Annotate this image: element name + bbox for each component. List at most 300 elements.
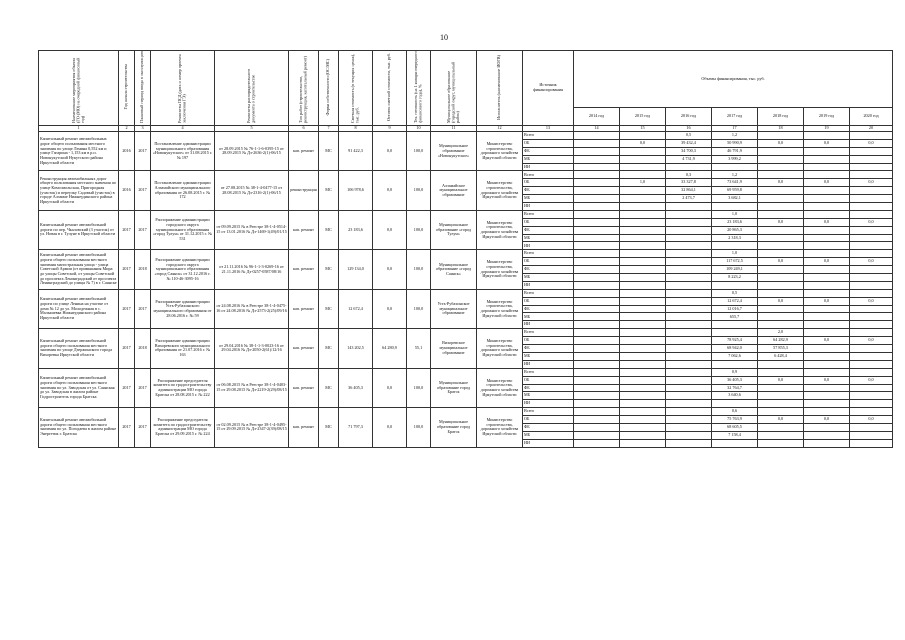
remaining-cost: 0,0 (373, 368, 407, 407)
funding-value (666, 360, 712, 368)
funding-value: 0,5 (666, 132, 712, 140)
funding-value (850, 321, 893, 329)
funding-value: 1,2 (712, 132, 758, 140)
funding-value (620, 400, 666, 408)
year-header: 2020 год (850, 107, 893, 125)
funding-value (666, 352, 712, 360)
column-number: 20 (850, 126, 893, 132)
funding-value: 1,0 (712, 250, 758, 258)
funding-value (574, 171, 620, 179)
table-body (39, 132, 893, 448)
column-number: 3 (135, 126, 151, 132)
funding-value: 0,0 (804, 179, 850, 187)
funding-value (850, 132, 893, 140)
object-name: Капитальный ремонт автомобильной дороги общего пользования местного значения по ул. Погодаева в жилом районе Энергетик г. Братска (39, 408, 119, 447)
funding-value (804, 195, 850, 203)
column-header (119, 51, 135, 126)
financing-table (38, 50, 893, 448)
funding-value: 0,0 (804, 258, 850, 266)
funding-value (574, 431, 620, 439)
funding-value: 0,0 (804, 416, 850, 424)
municipality: Алзамайское муниципальное образование (431, 171, 477, 210)
funding-value (804, 210, 850, 218)
funding-value (620, 147, 666, 155)
funding-value (712, 321, 758, 329)
remaining-cost: 0,0 (373, 250, 407, 289)
funding-source: ИИ (523, 360, 574, 368)
municipality: Вихоревское муниципальное образование (431, 329, 477, 368)
funding-value (574, 392, 620, 400)
column-header-label: Год начала строительства (123, 64, 129, 110)
technical-readiness: 100,0 (407, 132, 431, 171)
funding-value (758, 400, 804, 408)
funding-value: 68 605,5 (712, 423, 758, 431)
funding-value (804, 431, 850, 439)
funding-value (850, 423, 893, 431)
funding-value: 0,0 (804, 337, 850, 345)
funding-value (804, 242, 850, 250)
funding-value: 1,2 (712, 171, 758, 179)
start-year: 2017 (119, 210, 135, 249)
start-year: 2016 (119, 132, 135, 171)
funding-value (850, 289, 893, 297)
funding-value (804, 392, 850, 400)
funding-value (574, 187, 620, 195)
funding-value (758, 234, 804, 242)
funding-value (620, 187, 666, 195)
funding-source: ОБ (523, 179, 574, 187)
funding-value (850, 313, 893, 321)
funding-value (712, 329, 758, 337)
funding-value (850, 234, 893, 242)
funding-value: 0,0 (758, 258, 804, 266)
funding-value (804, 147, 850, 155)
funding-value (574, 179, 620, 187)
commission-period: 2017 (135, 408, 151, 447)
funding-value: 0,0 (620, 139, 666, 147)
order-document: от 29.04.2016 № 38-1-1-3-0023-16 от 29.04.2016 № Дз-2050-2(61)/12/16 (215, 329, 289, 368)
ownership-form: МС (319, 408, 339, 447)
funding-value (574, 250, 620, 258)
funding-value (666, 313, 712, 321)
funding-value (620, 352, 666, 360)
funding-value: 0,0 (804, 376, 850, 384)
funding-value: 32 864,1 (666, 187, 712, 195)
executor: Министерство строительства, дорожного хозяйства Иркутской области (477, 171, 523, 210)
funding-value (620, 368, 666, 376)
funding-value (666, 266, 712, 274)
work-type: кап. ремонт (289, 408, 319, 447)
executor: Министерство строительства, дорожного хозяйства Иркутской области (477, 289, 523, 328)
estimated-cost: 106 978,6 (339, 171, 373, 210)
funding-value: 0,0 (850, 179, 893, 187)
funding-value (574, 155, 620, 163)
funding-source: Всего (523, 329, 574, 337)
funding-value (574, 234, 620, 242)
column-header-label: Остаток сметной стоимости, тыс. руб. (386, 53, 392, 122)
funding-source: МБ (523, 313, 574, 321)
funding-source: ФБ (523, 266, 574, 274)
column-number: 11 (431, 126, 477, 132)
funding-source: Всего (523, 210, 574, 218)
year-header: 2014 год (574, 107, 620, 125)
funding-value (574, 321, 620, 329)
funding-value (758, 439, 804, 447)
estimated-cost: 129 134,0 (339, 250, 373, 289)
funding-value (666, 250, 712, 258)
column-header-source: Источник финансирования (523, 51, 574, 126)
funding-value: 0,0 (804, 297, 850, 305)
funding-source: ИИ (523, 163, 574, 171)
funding-value (620, 155, 666, 163)
work-type: кап. ремонт (289, 289, 319, 328)
funding-value (666, 289, 712, 297)
column-header-label: Тех. готовность (на 1 января очередного финансового года), % (412, 51, 423, 124)
funding-value (712, 281, 758, 289)
funding-value (850, 392, 893, 400)
funding-value: 73 641,9 (712, 179, 758, 187)
funding-value: 32 764,7 (712, 384, 758, 392)
funding-value: 0,0 (758, 218, 804, 226)
funding-value (666, 376, 712, 384)
funding-value (758, 384, 804, 392)
funding-source: Всего (523, 408, 574, 416)
funding-value (804, 400, 850, 408)
start-year: 2017 (119, 408, 135, 447)
funding-value (850, 368, 893, 376)
estimated-cost: 71 797,3 (339, 408, 373, 447)
order-document: от 21.11.2016 № 96-1-1-3-0269-16 от 21.11.2016 № Дз-0257-0587/08/16 (215, 250, 289, 289)
funding-value (850, 305, 893, 313)
funding-value (850, 203, 893, 211)
funding-value (574, 400, 620, 408)
start-year: 2017 (119, 368, 135, 407)
column-header (407, 51, 431, 126)
funding-value (574, 226, 620, 234)
start-year: 2017 (119, 250, 135, 289)
column-number: 14 (574, 126, 620, 132)
funding-value (850, 210, 893, 218)
funding-value: 2 473,7 (666, 195, 712, 203)
object-name: Капитальный ремонт автомобильной дороги общего пользования местного значения по ул. Заводская от ул. Саянская до ул. Заводская в жилом районе Гидростроитель города Братска (39, 368, 119, 407)
ownership-form: МС (319, 210, 339, 249)
funding-value: 23 183,6 (712, 218, 758, 226)
funding-value (758, 392, 804, 400)
funding-source: ФБ (523, 305, 574, 313)
object-name: Реконструкция автомобильных дорог общего пользования местного значения по улице Комсомольская, Пригородная (участок) и переулку Садовый (участок) в городе Алзамае Нижнеудинского района Иркутской области (39, 171, 119, 210)
funding-value (712, 242, 758, 250)
funding-value (804, 360, 850, 368)
funding-source: ОБ (523, 218, 574, 226)
funding-value (620, 297, 666, 305)
column-header (135, 51, 151, 126)
funding-value: 109 249,1 (712, 266, 758, 274)
funding-value (574, 416, 620, 424)
funding-value (758, 250, 804, 258)
start-year: 2016 (119, 171, 135, 210)
funding-value (666, 242, 712, 250)
funding-source: ИИ (523, 203, 574, 211)
funding-value (666, 163, 712, 171)
funding-value: 2,0 (758, 329, 804, 337)
funding-value (620, 281, 666, 289)
funding-source: ФБ (523, 345, 574, 353)
funding-value (620, 345, 666, 353)
column-header (215, 51, 289, 126)
funding-value (666, 281, 712, 289)
funding-value (574, 147, 620, 155)
funding-value (574, 266, 620, 274)
funding-source: ИИ (523, 439, 574, 447)
executor: Министерство строительства, дорожного хозяйства Иркутской области (477, 250, 523, 289)
funding-source: ФБ (523, 226, 574, 234)
column-number: 2 (119, 126, 135, 132)
psd-details: Распоряжение администрации городского округа муниципального образования «город Саянск» от 31.12.2016 г. № 110-46-3095-16 (151, 250, 215, 289)
work-type: кап. ремонт (289, 368, 319, 407)
funding-value (712, 400, 758, 408)
ownership-form: МС (319, 171, 339, 210)
funding-value: 8 223,2 (712, 274, 758, 282)
funding-value (620, 203, 666, 211)
funding-value (574, 352, 620, 360)
funding-value (620, 416, 666, 424)
column-header (431, 51, 477, 126)
funding-value (850, 155, 893, 163)
executor: Министерство строительства, дорожного хозяйства Иркутской области (477, 408, 523, 447)
funding-value: 0,0 (850, 376, 893, 384)
object-name: Капитальный ремонт автомобильной дороги общего пользования местного значения магистральная улица - улица Советской Армии (от примыкания Мира до улицы Советской, от улицы Советской до проспекта Ленинградский от проспекта Ленинградский до улицы № 7) в г. Саянске (39, 250, 119, 289)
funding-value (850, 147, 893, 155)
funding-value (758, 423, 804, 431)
funding-value: 0,3 (666, 171, 712, 179)
funding-value: 0,5 (712, 289, 758, 297)
funding-value: 0,0 (758, 416, 804, 424)
technical-readiness: 55,1 (407, 329, 431, 368)
municipality: Муниципальное образование «Новонукутское» (431, 132, 477, 171)
funding-value (574, 281, 620, 289)
executor: Министерство строительства, дорожного хозяйства Иркутской области (477, 132, 523, 171)
funding-source: ФБ (523, 187, 574, 195)
funding-value (620, 408, 666, 416)
remaining-cost: 0,0 (373, 171, 407, 210)
funding-value: 0,0 (850, 139, 893, 147)
commission-period: 2017 (135, 368, 151, 407)
funding-value (666, 297, 712, 305)
funding-value (758, 163, 804, 171)
funding-value (758, 305, 804, 313)
funding-value: 50 990,9 (712, 139, 758, 147)
funding-value (850, 384, 893, 392)
year-header: 2019 год (804, 107, 850, 125)
funding-source: ИИ (523, 321, 574, 329)
funding-value: 78 925,4 (712, 337, 758, 345)
table-row (39, 408, 893, 416)
funding-value (850, 408, 893, 416)
funding-value (620, 431, 666, 439)
funding-value (574, 439, 620, 447)
funding-value (804, 163, 850, 171)
work-type: кап. ремонт (289, 210, 319, 249)
funding-source: ФБ (523, 147, 574, 155)
funding-value (666, 439, 712, 447)
funding-value (804, 155, 850, 163)
work-type: кап. ремонт (289, 250, 319, 289)
funding-value (758, 187, 804, 195)
funding-value (666, 431, 712, 439)
funding-value: 33 327,8 (666, 179, 712, 187)
funding-source: Всего (523, 171, 574, 179)
funding-value: 75 763,9 (712, 416, 758, 424)
funding-value: 0,0 (758, 297, 804, 305)
psd-details: Распоряжение администрации городского округа муниципального образования «город Тулун» от 31.12.2015 г. № 531 (151, 210, 215, 249)
funding-value (620, 132, 666, 140)
funding-value (804, 187, 850, 195)
column-number: 8 (339, 126, 373, 132)
funding-value (666, 234, 712, 242)
column-header-label: Исполнитель (наименование ИОГВ) (496, 54, 502, 120)
funding-value: 36 405,3 (712, 376, 758, 384)
funding-value (712, 203, 758, 211)
funding-value (574, 258, 620, 266)
year-header: 2015 год (620, 107, 666, 125)
funding-value (620, 384, 666, 392)
funding-value (574, 360, 620, 368)
funding-value: 4 731,9 (666, 155, 712, 163)
funding-value (804, 266, 850, 274)
funding-value: 12 016,7 (712, 305, 758, 313)
funding-value (620, 376, 666, 384)
funding-source: МБ (523, 195, 574, 203)
funding-value (804, 423, 850, 431)
funding-source: МБ (523, 234, 574, 242)
funding-value (758, 431, 804, 439)
funding-value (850, 439, 893, 447)
column-header-label: Наименование мероприятия объекта (ГО (МО) на очередной финансовый год) (70, 57, 85, 124)
funding-value (620, 423, 666, 431)
funding-value (574, 329, 620, 337)
funding-value (574, 376, 620, 384)
funding-value (758, 266, 804, 274)
work-type: кап. ремонт (289, 329, 319, 368)
column-header (373, 51, 407, 126)
psd-details: Распоряжение председателя комитета по градостроительству администрации МО города Братска от 28.08.2015 г. № 222 (151, 368, 215, 407)
estimated-cost: 36 405,3 (339, 368, 373, 407)
column-number: 4 (151, 126, 215, 132)
funding-value (804, 203, 850, 211)
column-number: 1 (39, 126, 119, 132)
funding-value (574, 195, 620, 203)
funding-source: Всего (523, 250, 574, 258)
psd-details: Распоряжение администрации Вихоревского муниципального образования от 21.07.2016 г. № 163 (151, 329, 215, 368)
funding-value (804, 226, 850, 234)
funding-source: Всего (523, 289, 574, 297)
funding-value (804, 305, 850, 313)
funding-value (666, 321, 712, 329)
ownership-form: МС (319, 368, 339, 407)
funding-value (850, 187, 893, 195)
object-name: Капитальный ремонт автомобильной дороги по пер. Чкаловский (3 участок) от ул. Новая в г. Тулуне в Иркутской области (39, 210, 119, 249)
funding-value (666, 203, 712, 211)
funding-value (850, 400, 893, 408)
funding-value (804, 352, 850, 360)
commission-period: 2017 (135, 289, 151, 328)
municipality: Муниципальное образование город Братск (431, 368, 477, 407)
funding-value (758, 281, 804, 289)
table-row (39, 210, 893, 218)
object-name: Капитальный ремонт автомобильной дороги по улице Ленина на участке от дома № 12 до ул. Молодежная в с. Малышевка Нижнеудинского района Иркутской области (39, 289, 119, 328)
funding-source: ИИ (523, 400, 574, 408)
funding-value (620, 171, 666, 179)
column-number: 7 (319, 126, 339, 132)
funding-value (804, 345, 850, 353)
year-header: 2017 год (712, 107, 758, 125)
object-name: Капитальный ремонт автомобильной дороги общего пользования местного значения по улице Дзержинского города Вихоревка Иркутской области (39, 329, 119, 368)
municipality: Муниципальное образование «город Тулун» (431, 210, 477, 249)
funding-value (574, 423, 620, 431)
technical-readiness: 100,0 (407, 250, 431, 289)
funding-value (666, 408, 712, 416)
column-number: 6 (289, 126, 319, 132)
funding-value: 0,0 (804, 218, 850, 226)
funding-value (850, 195, 893, 203)
column-number: 19 (804, 126, 850, 132)
column-number: 10 (407, 126, 431, 132)
funding-value: 117 672,5 (712, 258, 758, 266)
funding-value (620, 439, 666, 447)
funding-source: МБ (523, 352, 574, 360)
funding-value (620, 218, 666, 226)
funding-value (850, 345, 893, 353)
column-header-label: Муниципальное образование (городской округ, муниципальный район) (445, 62, 460, 124)
funding-value: 0,0 (850, 416, 893, 424)
funding-value (804, 289, 850, 297)
funding-value: 3 682,1 (712, 195, 758, 203)
funding-value (758, 195, 804, 203)
funding-value (758, 147, 804, 155)
funding-value (850, 250, 893, 258)
funding-value: 12 672,4 (712, 297, 758, 305)
funding-value (758, 360, 804, 368)
funding-value: 7 062,6 (712, 352, 758, 360)
funding-value: 68 942,0 (712, 345, 758, 353)
municipality: Муниципальное образование «город Саянск» (431, 250, 477, 289)
funding-source: ОБ (523, 139, 574, 147)
psd-details: Распоряжение администрации Усть-Рубахинского муниципального образования от 28.06.2016 г. № 59 (151, 289, 215, 328)
funding-value (666, 305, 712, 313)
funding-value: 7 158,4 (712, 431, 758, 439)
ownership-form: МС (319, 289, 339, 328)
commission-period: 2017 (135, 132, 151, 171)
funding-source: ФБ (523, 423, 574, 431)
funding-value (804, 321, 850, 329)
funding-value (574, 274, 620, 282)
funding-source: МБ (523, 274, 574, 282)
funding-value (620, 329, 666, 337)
funding-value (850, 352, 893, 360)
funding-value (620, 234, 666, 242)
column-number: 12 (477, 126, 523, 132)
column-number: 13 (523, 126, 574, 132)
funding-value (666, 345, 712, 353)
page-number: 10 (440, 33, 448, 42)
funding-value (758, 242, 804, 250)
order-document: от 28.09.2015 № 76-1-1-6-0395-15 от 28.09.2015 № Дз-2636-2(1)-06/15 (215, 132, 289, 171)
order-document: от 06.08.2015 № в Реестре 38-1-4-0403-15 от 29.08.2015 № Дз-2219-2(29)/08/15 (215, 368, 289, 407)
funding-value (666, 226, 712, 234)
funding-value: 655,7 (712, 313, 758, 321)
funding-value (758, 171, 804, 179)
funding-value: 0,0 (758, 139, 804, 147)
